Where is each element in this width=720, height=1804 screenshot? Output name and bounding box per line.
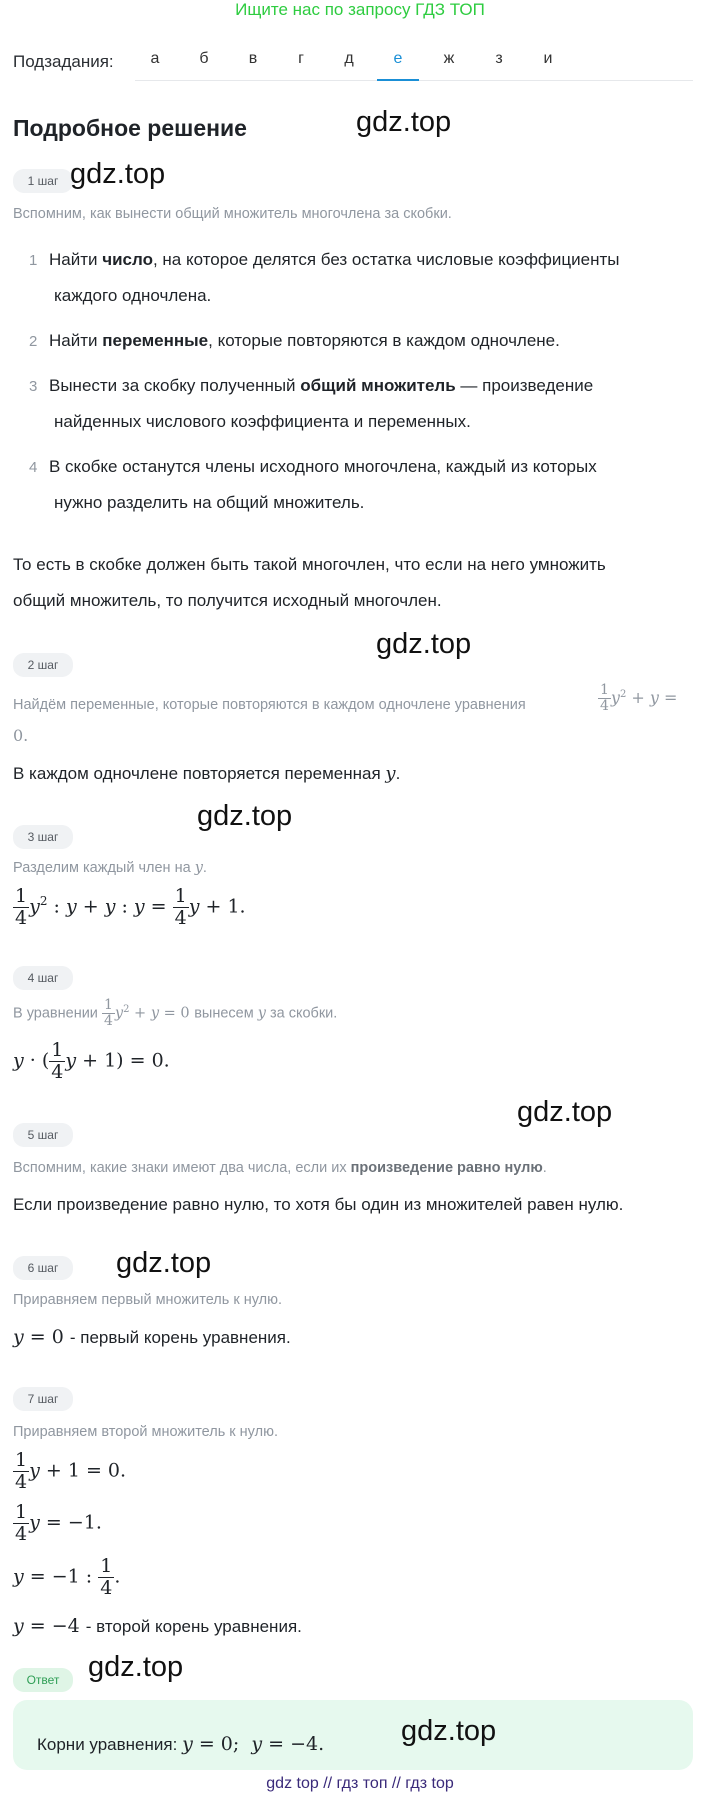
step7-equation-2: $\frac{1}{4}$ y = −1. xyxy=(15,1501,102,1545)
list-item-cont: найденных числового коэффициента и переменных. xyxy=(54,412,471,431)
step-badge-5: 5 шаг xyxy=(13,1123,73,1147)
step6-hint: Приравняем первый множитель к нулю. xyxy=(13,1292,283,1308)
footer-links[interactable]: gdz top // гдз топ // гдз top xyxy=(266,1775,454,1792)
promo-banner[interactable]: Ищите нас по запросу ГДЗ ТОП xyxy=(235,0,485,19)
list-item: Найти число, на которое делятся без остатка числовые коэффициенты xyxy=(49,250,620,269)
step-badge-1: 1 шаг xyxy=(13,169,73,193)
step-badge-6: 6 шаг xyxy=(13,1256,73,1280)
list-item-cont: каждого одночлена. xyxy=(54,286,212,305)
tab-z[interactable]: з xyxy=(495,50,503,67)
subtasks-label: Подзадания: xyxy=(13,52,114,71)
list-number: 4 xyxy=(29,459,38,476)
tab-a[interactable]: а xyxy=(150,50,160,67)
tab-v[interactable]: в xyxy=(248,50,258,67)
step5-text: Если произведение равно нулю, то хотя бы один из множителей равен нулю. xyxy=(13,1195,624,1214)
step4-hint: В уравнении $\frac{1}{4}$ $y^2 + y = 0$ вынесем y за скобки. xyxy=(13,997,338,1030)
step7-text: y = −4 - второй корень уравнения. xyxy=(13,1615,302,1637)
step3-equation: $\frac{1}{4}$ $y^2$ : y + y : y = $\frac{1}{4}$ y + 1. xyxy=(15,885,246,929)
list-number: 1 xyxy=(29,252,38,269)
answer-text: Корни уравнения: y = 0; y = −4. xyxy=(37,1733,325,1755)
tab-e[interactable]: е xyxy=(393,50,403,67)
watermark: gdz.top xyxy=(517,1096,613,1128)
step2-hint-equation: $\frac{1}{4}$ $y^2 + y$ = xyxy=(600,682,678,715)
watermark: gdz.top xyxy=(70,158,166,190)
list-number: 2 xyxy=(29,333,38,350)
list-item: Найти переменные, которые повторяются в каждом одночлене. xyxy=(49,331,560,350)
watermark: gdz.top xyxy=(376,628,472,660)
step4-equation: y · ( $\frac{1}{4}$ y + 1) = 0. xyxy=(13,1039,170,1083)
step7-hint: Приравняем второй множитель к нулю. xyxy=(13,1424,278,1440)
page-title: Подробное решение xyxy=(13,115,247,141)
tab-i[interactable]: и xyxy=(543,50,553,67)
conclusion-text: общий множитель, то получится исходный многочлен. xyxy=(13,591,442,610)
step7-equation-1: $\frac{1}{4}$ y + 1 = 0. xyxy=(15,1449,127,1493)
answer-badge: Ответ xyxy=(13,1668,73,1692)
step2-text: В каждом одночлене повторяется переменная y. xyxy=(13,763,401,784)
list-item: Вынести за скобку полученный общий множитель — произведение xyxy=(49,376,594,395)
step-badge-7: 7 шаг xyxy=(13,1387,73,1411)
watermark: gdz.top xyxy=(356,106,452,138)
tab-b[interactable]: б xyxy=(199,50,209,67)
step-badge-3: 3 шаг xyxy=(13,825,73,849)
list-item-cont: нужно разделить на общий множитель. xyxy=(54,493,365,512)
step1-hint: Вспомним, как вынести общий множитель многочлена за скобки. xyxy=(13,206,452,222)
list-number: 3 xyxy=(29,378,38,395)
tab-d[interactable]: д xyxy=(344,50,354,67)
step7-equation-3: y = −1 : $\frac{1}{4}$ . xyxy=(13,1555,121,1599)
active-tab-indicator xyxy=(377,79,419,81)
watermark: gdz.top xyxy=(197,800,293,832)
list-item: В скобке останутся члены исходного многочлена, каждый из которых xyxy=(49,457,597,476)
step5-hint: Вспомним, какие знаки имеют два числа, если их произведение равно нулю. xyxy=(13,1160,547,1176)
tab-zh[interactable]: ж xyxy=(443,50,455,67)
step6-text: y = 0 - первый корень уравнения. xyxy=(13,1326,291,1348)
step-badge-4: 4 шаг xyxy=(13,966,73,990)
step3-hint: Разделим каждый член на y. xyxy=(13,860,207,876)
step-badge-2: 2 шаг xyxy=(13,653,73,677)
conclusion-text: То есть в скобке должен быть такой многочлен, что если на него умножить xyxy=(13,555,606,574)
watermark: gdz.top xyxy=(88,1651,184,1683)
step2-hint-equation-end: 0. xyxy=(13,726,29,745)
watermark: gdz.top xyxy=(401,1715,497,1747)
watermark: gdz.top xyxy=(116,1247,212,1279)
step2-hint: Найдём переменные, которые повторяются в каждом одночлене уравнения xyxy=(13,697,526,713)
tab-g[interactable]: г xyxy=(298,50,304,67)
